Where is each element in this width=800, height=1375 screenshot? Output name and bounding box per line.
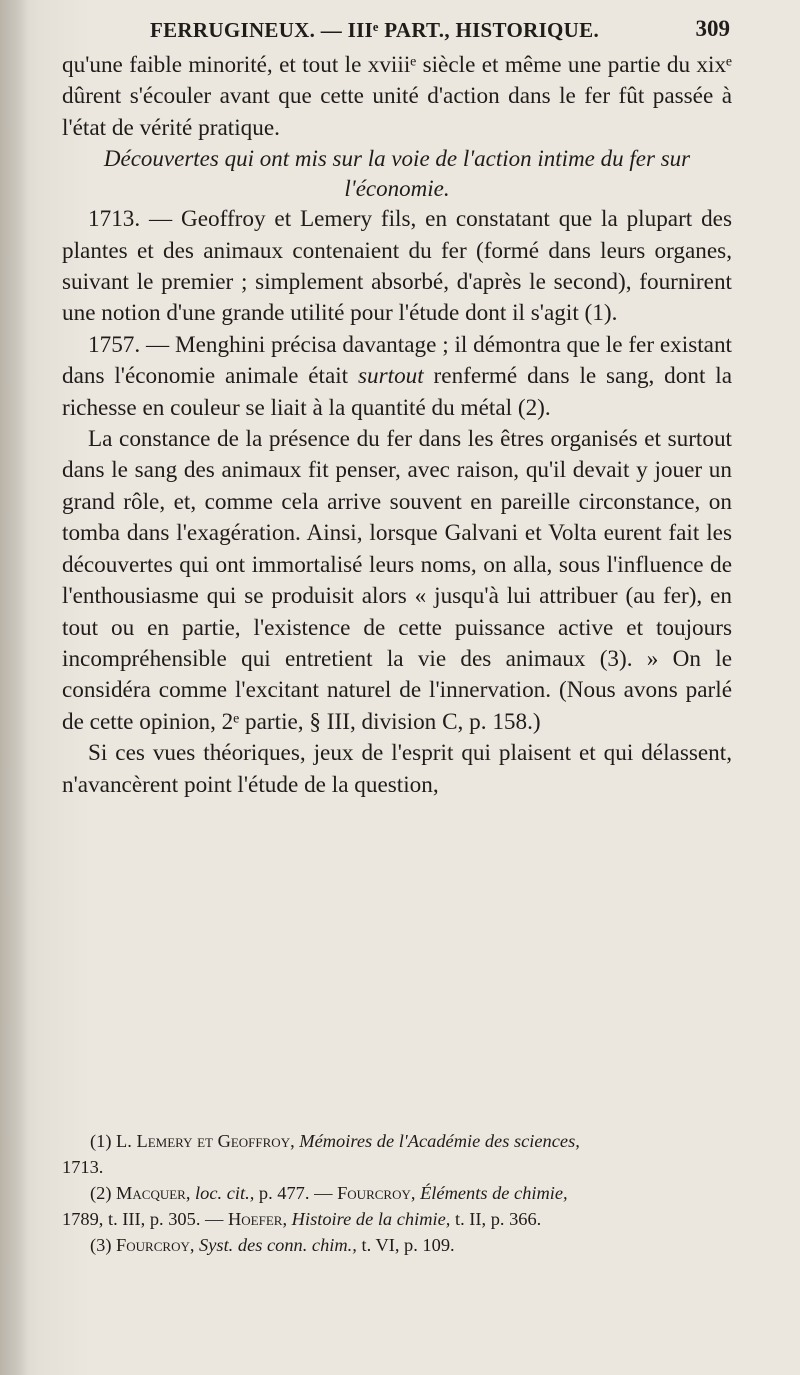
footnote-2-author: Macquer, <box>116 1183 191 1203</box>
footnote-1 <box>62 1128 732 1154</box>
footnotes <box>62 1128 732 1258</box>
footnote-3-title: Syst. des conn. chim., <box>194 1235 357 1255</box>
section-heading: Découvertes qui ont mis sur la voie de l'action intime du fer sur l'économie. <box>103 146 691 202</box>
footnote-2-loc: loc. cit., <box>190 1183 255 1203</box>
footnote-1-continuation: 1713. <box>62 1157 104 1177</box>
paragraph-galvani-volta: La constance de la présence du fer dans les êtres organisés et surtout dans le sang des animaux fit penser, avec raison, qu'il devait y jouer un grand rôle, et, comme cela arrive souvent en pareille circonstance, on tomba dans l'exagération. Ainsi, lorsque Galvani et Volta eurent fait les découvertes qui ont immortalisé leurs noms, on alla, sous l'influence de l'enthousiasme qui se produisit alors « jusqu'à lui attribuer (au fer), en tout ou en partie, l'existence de cette puissance active et toujours incompréhensible qui entretient la vie des animaux (3). » On le considéra comme l'excitant naturel de l'innervation. (Nous avons parlé de cette opinion, 2ᵉ partie, § III, division C, p. 158.) <box>62 426 732 735</box>
footnote-2-title-2: Histoire de la chimie, <box>287 1209 451 1229</box>
footnote-2-author-2: Fourcroy, <box>337 1183 416 1203</box>
footnote-1-author: L. Lemery et Geoffroy, <box>116 1131 295 1151</box>
footnote-3 <box>62 1232 732 1258</box>
footnote-2-cont-end: t. II, p. 366. <box>450 1209 542 1229</box>
running-head: FERRUGINEUX. — IIIᵉ PART., HISTORIQUE. <box>150 18 599 42</box>
footnote-1-marker: (1) <box>90 1131 117 1151</box>
main-text <box>62 50 732 801</box>
page-gutter-shadow <box>0 0 28 1375</box>
footnote-1-title: Mémoires de l'Académie des sciences, <box>294 1131 580 1151</box>
footnote-2-cont-text: 1789, t. III, p. 305. — <box>62 1209 229 1229</box>
paragraph-1713: 1713. — Geoffroy et Lemery fils, en constatant que la plupart des plantes et des animaux contenaient du fer (formé dans leurs organes, suivant le premier ; simplement absorbé, d'après le second), fournirent une notion d'une grande utilité pour l'étude dont il s'agit (1). <box>62 206 732 327</box>
opening-paragraph: qu'une faible minorité, et tout le xviiiᵉ siècle et même une partie du xixᵉ dûrent s'écouler avant que cette unité d'action dans le fer fût passée à l'état de vérité pratique. <box>62 52 732 141</box>
paragraph-1757-emphasis: surtout <box>357 363 424 390</box>
paragraph-1757 <box>62 330 732 424</box>
footnote-3-author: Fourcroy, <box>116 1235 195 1255</box>
footnote-2-mid: p. 477. — <box>254 1183 338 1203</box>
page-number: 309 <box>695 16 730 41</box>
paragraph-1757-text-a: 1757. — Menghini précisa davantage ; il démontra que le fer existant dans l'économie animale était <box>62 331 732 390</box>
page-header <box>62 14 730 54</box>
paragraph-closing: Si ces vues théoriques, jeux de l'esprit qui plaisent et qui délassent, n'avancèrent point l'étude de la question, <box>62 740 732 798</box>
footnote-2 <box>62 1180 732 1206</box>
paragraph-1757-text-b: renfermé dans le sang, dont la richesse en couleur se liait à la quantité du métal (2). <box>62 363 732 421</box>
footnote-2-marker: (2) <box>90 1183 117 1203</box>
footnote-2-title: Éléments de chimie, <box>415 1183 568 1203</box>
footnote-2-author-3: Hoefer, <box>228 1209 288 1229</box>
footnote-2-continuation <box>62 1206 732 1232</box>
footnote-3-rest: t. VI, p. 109. <box>356 1235 455 1255</box>
footnote-3-marker: (3) <box>90 1235 117 1255</box>
